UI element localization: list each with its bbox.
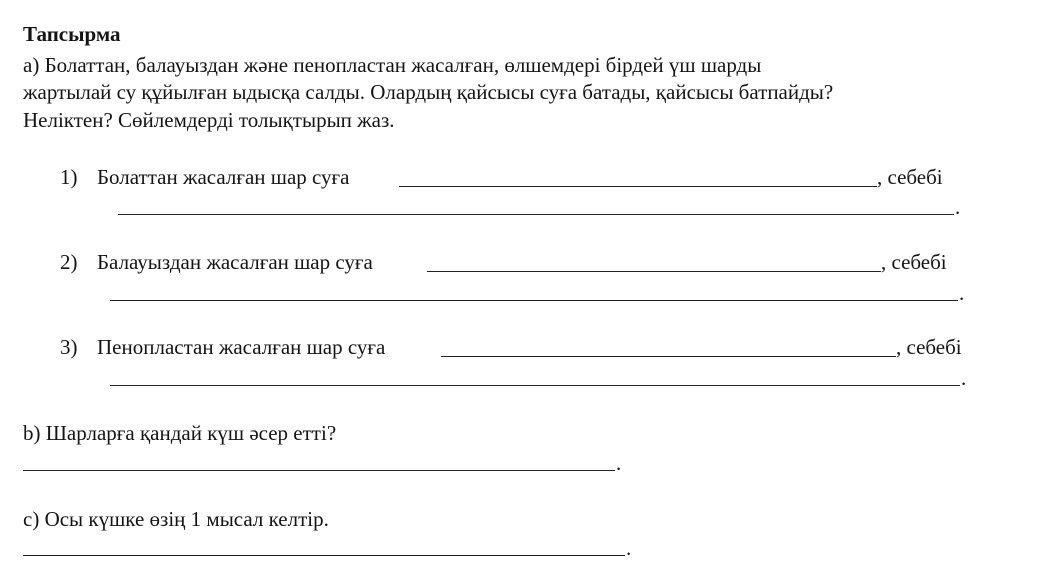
part-b-question: b) Шарларға қандай күш әсер етті? <box>23 421 337 445</box>
item-2-answer-blank[interactable] <box>427 271 881 272</box>
item-1-suffix: , себебі <box>877 165 943 189</box>
item-3-suffix: , себебі <box>896 335 962 359</box>
part-c-question: c) Осы күшке өзің 1 мысал келтір. <box>23 507 329 531</box>
item-3-text: Пенопластан жасалған шар суға <box>97 335 386 359</box>
part-c-end: . <box>626 536 632 560</box>
item-1-answer-blank[interactable] <box>399 186 877 187</box>
item-1-reason-blank[interactable] <box>118 214 954 215</box>
item-2-text: Балауыздан жасалған шар суға <box>97 250 373 274</box>
item-3-answer-blank[interactable] <box>441 356 896 357</box>
part-a-line-1: a) Болаттан, балауыздан және пенопластан жасалған, өлшемдері бірдей үш шарды <box>23 53 762 77</box>
part-b-end: . <box>616 451 622 475</box>
item-2-reason-blank[interactable] <box>110 300 958 301</box>
part-c-answer-blank[interactable] <box>23 555 625 556</box>
item-3-end: . <box>961 366 967 390</box>
part-a-line-2: жартылай су құйылған ыдысқа салды. Олардың қайсысы суға батады, қайсысы батпайды? <box>23 80 834 104</box>
item-2-end: . <box>959 281 965 305</box>
item-2-suffix: , себебі <box>881 250 947 274</box>
part-b-answer-blank[interactable] <box>23 470 615 471</box>
item-1-end: . <box>955 195 961 219</box>
item-1-text: Болаттан жасалған шар суға <box>97 165 350 189</box>
item-3-number: 3) <box>60 335 78 359</box>
item-3-reason-blank[interactable] <box>110 385 960 386</box>
item-1-number: 1) <box>60 165 78 189</box>
part-a-line-3: Неліктен? Сөйлемдерді толықтырып жаз. <box>23 108 395 132</box>
item-2-number: 2) <box>60 250 78 274</box>
task-title: Тапсырма <box>23 22 121 46</box>
